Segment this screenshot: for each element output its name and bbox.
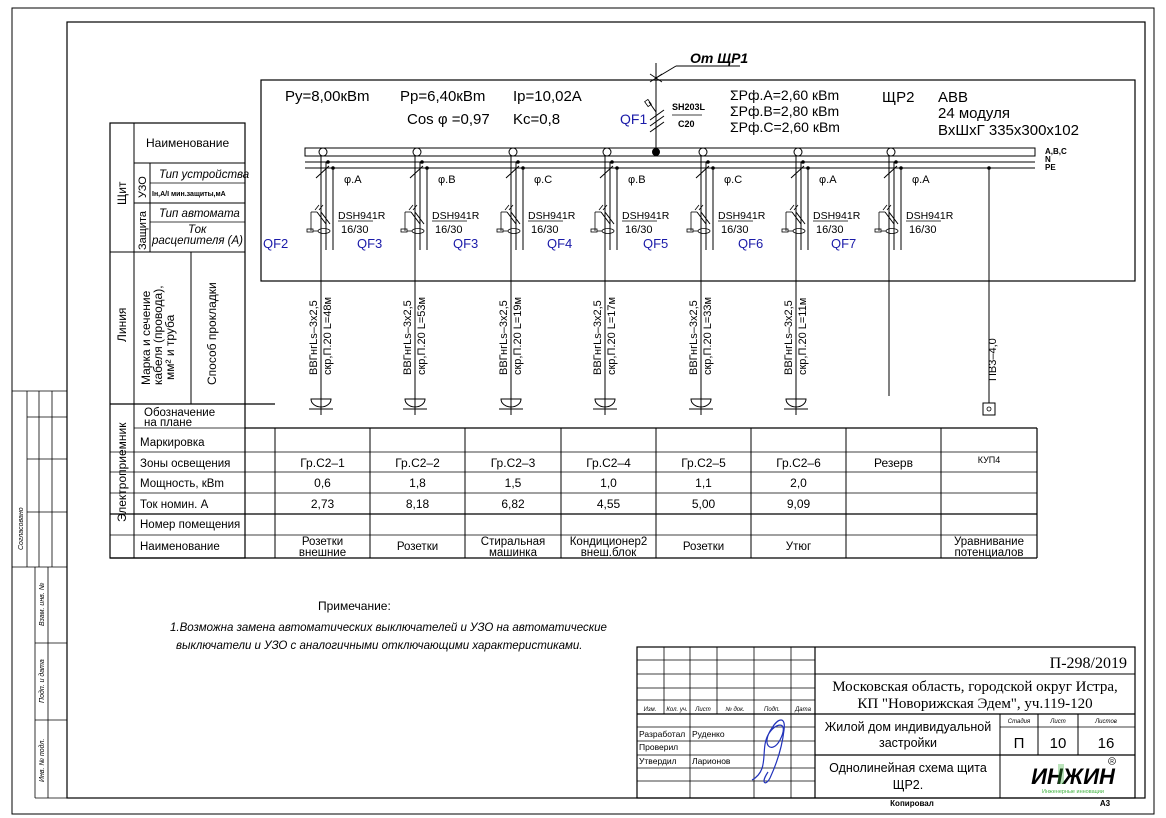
legend-shchit: Щит: [115, 181, 129, 205]
side-soglasovano: Согласовано: [18, 507, 25, 550]
board-name: ЩР2: [882, 89, 915, 106]
cable-mark: ВВГнгLs–3х2,5: [688, 300, 700, 375]
param-ip: Ip=10,02A: [513, 88, 582, 105]
stamp-header: № док.: [725, 707, 745, 713]
cell-name: Розетки: [682, 541, 725, 553]
svg-text:R: R: [1110, 759, 1114, 765]
note-title: Примечание:: [318, 599, 391, 613]
cell-name-2: внеш.блок: [580, 547, 637, 559]
bus-label-n: N: [1045, 155, 1051, 164]
cable-laying: скр,П.20 L=53м: [416, 296, 428, 375]
logo-subtitle: Инженерные инновации: [1042, 789, 1104, 795]
cell-power: 1,0: [600, 476, 617, 490]
legend-oboznachenie-1: Обозначение: [144, 407, 216, 419]
cell-power: 2,0: [790, 476, 807, 490]
param-py: Pу=8,00кВm: [285, 88, 370, 105]
qf-label: QF4: [547, 236, 573, 251]
legend-sposob: Способ прокладки: [205, 282, 219, 385]
stamp-razrabotal-name: Руденко: [692, 729, 725, 739]
device-type: DSH941R: [813, 210, 861, 222]
bus-label-pe: PE: [1045, 163, 1056, 172]
cell-group: Гр.С2–3: [490, 456, 536, 470]
sheet-label: Лист: [1050, 719, 1066, 725]
phase-label: φ.A: [912, 174, 930, 186]
legend-marka-3: мм² и труба: [163, 314, 177, 380]
device-rating: 16/30: [909, 224, 937, 236]
legend-row-label: Зоны освещения: [140, 458, 231, 470]
table-column: [874, 456, 913, 470]
phase-sum-b: ΣPф.B=2,80 кВm: [730, 103, 840, 119]
table-column: [299, 456, 346, 559]
cable-laying: скр,П.20 L=33м: [702, 296, 714, 375]
sheet-title-2: ЩР2.: [892, 778, 924, 792]
cell-name: Утюг: [785, 541, 812, 553]
legend-naimenovanie: Наименование: [146, 136, 230, 150]
param-cos: Cos φ =0,97: [407, 111, 490, 128]
object-line-2: застройки: [879, 736, 937, 750]
cable-mark: ВВГнгLs–3х2,5: [783, 300, 795, 375]
legend-row-label: Наименование: [140, 541, 220, 553]
qf-label: QF7: [831, 236, 857, 251]
legend-marka-2: кабеля (провода),: [151, 285, 165, 385]
stamp-header: Изм.: [643, 707, 657, 713]
table-column: [481, 456, 545, 559]
legend-tip-avtomata: Тип автомата: [159, 208, 240, 220]
bus-tap: [413, 148, 421, 156]
stamp-header: Дата: [795, 707, 811, 713]
legend-row-label: Мощность, кВm: [140, 478, 224, 490]
table-column: [395, 456, 440, 553]
phase-label: φ.A: [819, 174, 837, 186]
stamp-proveril: Проверил: [639, 742, 679, 752]
legend-liniya: Линия: [115, 307, 129, 342]
cell-power: 1,5: [504, 476, 522, 490]
board-manufacturer: ABB: [938, 89, 969, 106]
cell-power: 1,1: [695, 476, 712, 490]
bus-tap: [319, 148, 327, 156]
cell-name-2: машинка: [489, 547, 537, 559]
phase-label: φ.C: [724, 174, 743, 186]
bus-tap: [794, 148, 802, 156]
cable-mark: ВВГнгLs–3х2,5: [308, 300, 320, 375]
legend-row-label: Номер помещения: [140, 519, 241, 531]
bus-tap: [887, 148, 895, 156]
phase-label: φ.B: [438, 174, 456, 186]
cell-group: Гр.С2–2: [395, 456, 440, 470]
cable-mark: ВВГнгLs–3х2,5: [402, 300, 414, 375]
note-block: [170, 599, 607, 652]
param-pp: Pp=6,40кВm: [400, 88, 486, 105]
qf1-label: QF1: [620, 111, 648, 127]
sheets-label: Листов: [1095, 719, 1117, 725]
device-rating: 16/30: [625, 224, 653, 236]
side-podp: Подп. и дата: [39, 659, 46, 703]
circuit-7: [831, 148, 954, 396]
doc-number: П-298/2019: [1049, 655, 1127, 672]
cell-current: 6,82: [501, 497, 525, 511]
device-rating: 16/30: [341, 224, 369, 236]
legend-marka-1: Марка и сечение: [139, 290, 153, 385]
side-inv: Инв. № подл.: [39, 738, 46, 782]
legend-in-label: Iн,А/I мин.защиты,мА: [152, 191, 226, 198]
address-line-2: КП "Новорижская Эдем", уч.119-120: [857, 696, 1093, 712]
cell-name: Кондиционер2: [569, 536, 648, 548]
stamp-header: Лист: [695, 707, 711, 713]
qf-label: QF3: [453, 236, 479, 251]
board-modules: 24 модуля: [938, 105, 1010, 122]
cable-laying: скр,П.20 L=48м: [322, 296, 334, 375]
phase-sum-c: ΣPф.C=2,60 кВm: [730, 119, 840, 135]
cable-laying: скр,П.20 L=17м: [606, 296, 618, 375]
cell-power: 1,8: [409, 476, 426, 490]
pe-circuit: [983, 166, 999, 415]
format-label: А3: [1099, 799, 1111, 808]
object-line-1: Жилой дом индивидуальной: [824, 720, 992, 734]
copied-label: Копировал: [890, 799, 934, 808]
bus-tap: [509, 148, 517, 156]
bus-tap: [699, 148, 707, 156]
legend-row-label: Ток номин. А: [140, 499, 209, 511]
pe-cable: ПВ3–4,0: [987, 338, 999, 381]
stamp-razrabotal: Разработал: [639, 729, 686, 739]
cell-name: Уравнивание: [953, 536, 1025, 548]
feed-label: От ЩР1: [690, 50, 749, 66]
table-column: [954, 455, 1024, 559]
qf1-junction: [652, 148, 660, 156]
qf1-type: SH203L: [672, 102, 706, 112]
title-block: [637, 647, 1135, 808]
company-logo: [1031, 756, 1116, 796]
table-column: [570, 456, 648, 559]
device-rating: 16/30: [721, 224, 749, 236]
circuit-data-table: [110, 428, 1037, 559]
cell-name: Розетки: [301, 536, 344, 548]
stamp-header: Подп.: [764, 707, 780, 713]
cell-name: Розетки: [396, 541, 439, 553]
cable-mark: ВВГнгLs–3х2,5: [498, 300, 510, 375]
legend-tok-1: Ток: [188, 224, 207, 236]
legend-zashchita: Защита: [137, 211, 149, 250]
legend-row-label: Маркировка: [140, 437, 205, 449]
cell-name: Стиральная: [480, 536, 546, 548]
logo-text: ИНЖИН: [1031, 764, 1115, 789]
phase-label: φ.A: [344, 174, 362, 186]
bus-tap: [603, 148, 611, 156]
cell-name-2: внешние: [298, 547, 347, 559]
note-line-1: 1.Возможна замена автоматических выключателей и УЗО на автоматические: [170, 622, 607, 634]
side-stamp: [12, 391, 67, 798]
bus-label-abc: A,B,C: [1045, 147, 1067, 156]
cell-group: Гр.С2–4: [586, 456, 631, 470]
qf1-rating: C20: [678, 119, 695, 129]
cell-group: КУП4: [977, 455, 1001, 465]
cable-laying: скр,П.20 L=19м: [512, 296, 524, 375]
param-kc: Kc=0,8: [513, 111, 561, 128]
cable-mark: ВВГнгLs–3х2,5: [592, 300, 604, 375]
side-vzam: Взам. инв. №: [39, 582, 46, 626]
cell-group: Резерв: [874, 456, 913, 470]
sheets-value: 16: [1097, 735, 1115, 752]
legend-uzo: УЗО: [137, 176, 149, 198]
device-type: DSH941R: [718, 210, 766, 222]
stamp-utverdil-name: Ларионов: [692, 756, 731, 766]
device-rating: 16/30: [816, 224, 844, 236]
cell-power: 0,6: [314, 476, 331, 490]
qf-label: QF2: [263, 236, 289, 251]
table-column: [681, 456, 726, 553]
cell-group: Гр.С2–1: [300, 456, 345, 470]
cell-group: Гр.С2–5: [681, 456, 726, 470]
stage-value: П: [1013, 735, 1025, 752]
device-rating: 16/30: [435, 224, 463, 236]
note-line-2: выключатели и УЗО с аналогичными отключающими характеристиками.: [176, 640, 583, 652]
legend-tok-2: расцепителя (А): [152, 235, 243, 247]
stamp-header: Кол. уч.: [666, 707, 688, 713]
cell-current: 4,55: [596, 497, 621, 511]
table-column: [776, 456, 821, 553]
board-dimensions: ВхШхГ 335x300x102: [938, 122, 1079, 139]
cell-group: Гр.С2–6: [776, 456, 821, 470]
cell-current: 2,73: [310, 497, 335, 511]
phase-sum-a: ΣPф.A=2,60 кВm: [730, 87, 840, 103]
legend-tip-ustroystva: Тип устройства: [159, 169, 250, 181]
cable-laying: скр,П.20 L=11м: [797, 297, 809, 375]
device-type: DSH941R: [432, 210, 480, 222]
address-line-1: Московская область, городской округ Истра,: [832, 679, 1118, 695]
device-type: DSH941R: [338, 210, 386, 222]
device-type: DSH941R: [622, 210, 670, 222]
cell-name-2: потенциалов: [954, 547, 1024, 559]
phase-label: φ.B: [628, 174, 646, 186]
device-type: DSH941R: [906, 210, 954, 222]
cell-current: 8,18: [405, 497, 430, 511]
device-type: DSH941R: [528, 210, 576, 222]
phase-label: φ.C: [534, 174, 553, 186]
qf-label: QF3: [357, 236, 383, 251]
qf-label: QF6: [738, 236, 764, 251]
stage-label: Стадия: [1007, 719, 1031, 725]
panel-parameters: [285, 87, 1079, 172]
sheet-value: 10: [1049, 735, 1067, 752]
sheet-title-1: Однолинейная схема щита: [829, 761, 987, 775]
qf-label: QF5: [643, 236, 669, 251]
cell-current: 5,00: [691, 497, 716, 511]
legend-elektropriemnik: Электроприемник: [115, 422, 129, 522]
stamp-utverdil: Утвердил: [639, 756, 677, 766]
cell-current: 9,09: [786, 497, 811, 511]
signature-icon: [752, 720, 784, 783]
device-rating: 16/30: [531, 224, 559, 236]
legend-oboznachenie-2: на плане: [144, 417, 193, 429]
